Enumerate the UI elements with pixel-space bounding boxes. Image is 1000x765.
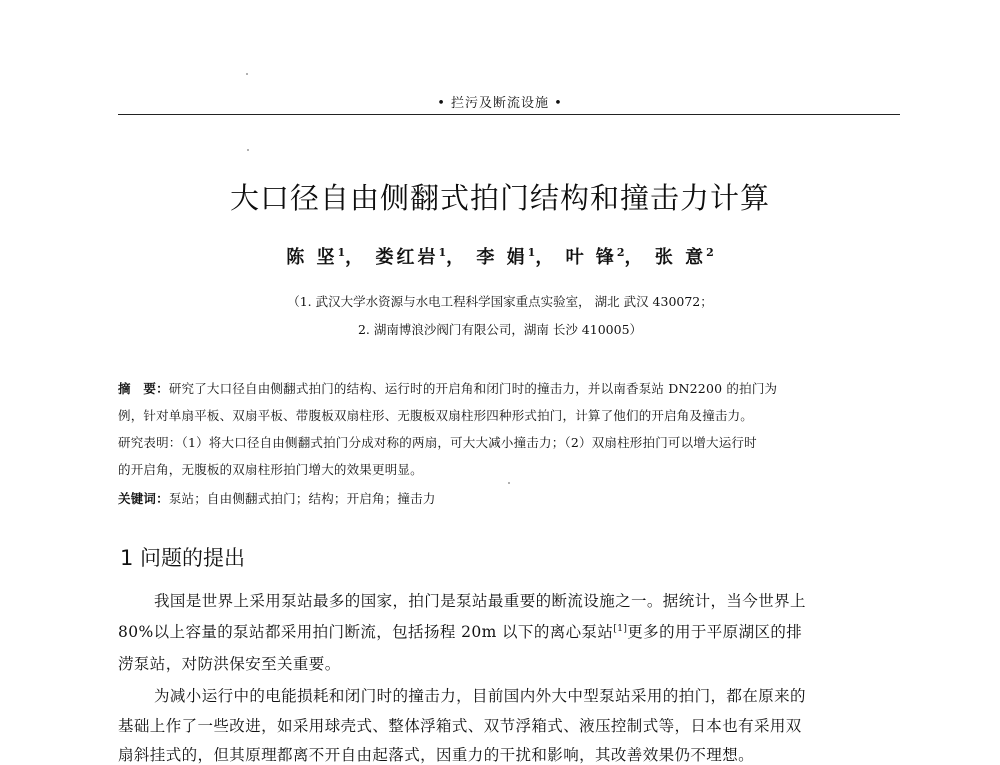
abstract-line: 例，针对单扇平板、双扇平板、带腹板双扇柱形、无腹板双扇柱形四种形式拍门，计算了他们的开启角及撞击力。 [118, 408, 754, 423]
keywords-line [118, 489, 900, 507]
author-affiliation-mark: 1 [527, 246, 536, 259]
body-line: 为减小运行中的电能损耗和闭门时的撞击力，目前国内外大中型泵站采用的拍门，都在原来的 [154, 687, 806, 705]
author-name: 李 娟 [476, 247, 528, 268]
body-line: 扇斜挂式的，但其原理都离不开自由起落式，因重力的干扰和影响，其改善效果仍不理想。 [118, 746, 755, 764]
keywords-label: 关键词： [118, 491, 169, 506]
body-line: 涝泵站，对防洪保安至关重要。 [118, 655, 341, 673]
author-name: 娄红岩 [375, 247, 439, 268]
section-heading: 1 问题的提出 [120, 546, 246, 570]
scan-speck [247, 149, 249, 151]
scan-speck [246, 73, 248, 75]
author-affiliation-mark: 2 [706, 246, 714, 259]
author-name: 叶 锋 [565, 247, 617, 268]
keywords-text: 泵站；自由侧翻式拍门；结构；开启角；撞击力 [168, 491, 436, 506]
scan-speck [508, 482, 510, 484]
header-rule [118, 114, 900, 115]
author-affiliation-mark: 1 [337, 246, 346, 259]
author-affiliation-mark: 1 [438, 246, 447, 259]
body-line: 基础上作了一些改进，如采用球壳式、整体浮箱式、双节浮箱式、液压控制式等，日本也有采用双 [118, 717, 802, 735]
author-name: 陈 坚 [286, 247, 338, 268]
paper-title: 大口径自由侧翻式拍门结构和撞击力计算 [229, 181, 770, 215]
abstract-line: 研究表明：（1）将大口径自由侧翻式拍门分成对称的两扇，可大大减小撞击力；（2）双扇柱形拍门可以增大运行时 [118, 435, 757, 450]
running-header: • 拦污及断流设施 • [437, 96, 563, 111]
affiliation-line: （1. 武汉大学水资源与水电工程科学国家重点实验室， 湖北 武汉 430072； [287, 294, 713, 309]
author-list: 陈 坚$^1$， 娄红岩$^1$， 李 娟$^1$， 叶 锋$^2$， 张 意$^2$ [286, 246, 714, 268]
body-text: 更多的用于平原湖区的排 [627, 623, 803, 641]
body-text: 80%以上容量的泵站都采用拍门断流，包括扬程 20m 以下的离心泵站 [118, 623, 614, 641]
body-line [118, 620, 802, 642]
affiliation-line: 2. 湖南博浪沙阀门有限公司，湖南 长沙 410005） [357, 322, 643, 337]
abstract-label: 摘 要： [118, 381, 169, 396]
abstract-text: 研究了大口径自由侧翻式拍门的结构、运行时的开启角和闭门时的撞击力，并以南香泵站 DN2200 的拍门为 [168, 381, 778, 396]
citation-mark: [1] [613, 623, 628, 634]
abstract-line: 的开启角，无腹板的双扇柱形拍门增大的效果更明显。 [118, 462, 423, 477]
body-line: 我国是世界上采用泵站最多的国家，拍门是泵站最重要的断流设施之一。据统计，当今世界上 [154, 592, 806, 610]
author-affiliation-mark: 2 [616, 246, 625, 259]
abstract-line [118, 379, 900, 397]
author-name: 张 意 [654, 247, 707, 268]
